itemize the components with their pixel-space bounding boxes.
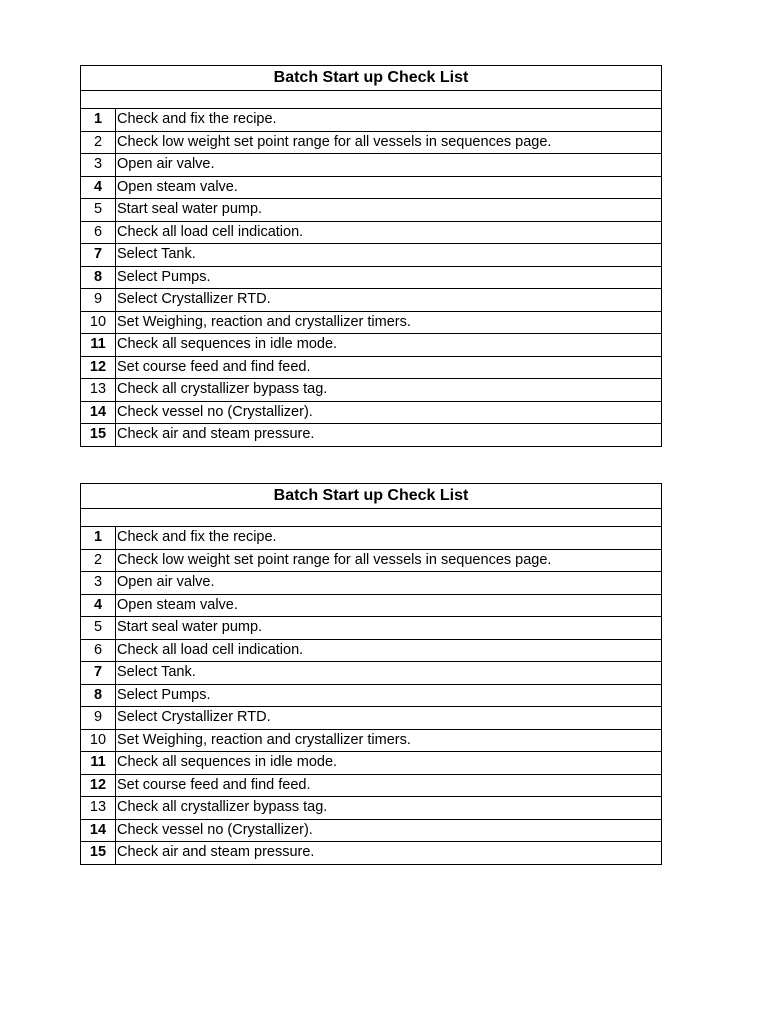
- checklist-body: [81, 484, 662, 865]
- item-number: 1: [81, 109, 116, 132]
- item-task: Check air and steam pressure.: [116, 424, 662, 447]
- checklist-row: [81, 131, 662, 154]
- checklist-title: Batch Start up Check List: [81, 484, 662, 509]
- item-number: 2: [81, 549, 116, 572]
- item-task: Check all load cell indication.: [116, 221, 662, 244]
- item-task: Set Weighing, reaction and crystallizer timers.: [116, 729, 662, 752]
- checklist-row: [81, 774, 662, 797]
- checklist-row: [81, 819, 662, 842]
- item-number: 5: [81, 199, 116, 222]
- item-task: Open steam valve.: [116, 594, 662, 617]
- item-number: 13: [81, 797, 116, 820]
- checklist-row: [81, 752, 662, 775]
- item-number: 1: [81, 527, 116, 550]
- checklist-row: [81, 842, 662, 865]
- checklist-row: [81, 154, 662, 177]
- item-task: Select Pumps.: [116, 266, 662, 289]
- checklist-row: [81, 797, 662, 820]
- checklist-row: [81, 729, 662, 752]
- item-number: 3: [81, 572, 116, 595]
- title-row: [81, 484, 662, 509]
- checklist-row: [81, 684, 662, 707]
- item-task: Select Pumps.: [116, 684, 662, 707]
- item-number: 10: [81, 729, 116, 752]
- item-task: Select Crystallizer RTD.: [116, 707, 662, 730]
- checklist-row: [81, 572, 662, 595]
- item-task: Start seal water pump.: [116, 617, 662, 640]
- item-number: 11: [81, 334, 116, 357]
- item-number: 9: [81, 289, 116, 312]
- item-number: 4: [81, 594, 116, 617]
- checklist-table: [80, 65, 662, 447]
- item-number: 15: [81, 842, 116, 865]
- item-number: 6: [81, 221, 116, 244]
- checklist-row: [81, 594, 662, 617]
- item-number: 8: [81, 266, 116, 289]
- item-task: Check all crystallizer bypass tag.: [116, 379, 662, 402]
- checklist-row: [81, 617, 662, 640]
- item-number: 13: [81, 379, 116, 402]
- checklist-row: [81, 424, 662, 447]
- checklist-row: [81, 379, 662, 402]
- checklist-row: [81, 176, 662, 199]
- item-number: 12: [81, 356, 116, 379]
- checklist-row: [81, 244, 662, 267]
- checklist-row: [81, 289, 662, 312]
- item-number: 11: [81, 752, 116, 775]
- item-task: Select Crystallizer RTD.: [116, 289, 662, 312]
- checklist-row: [81, 401, 662, 424]
- item-number: 2: [81, 131, 116, 154]
- checklist-row: [81, 527, 662, 550]
- checklist-row: [81, 311, 662, 334]
- item-task: Open steam valve.: [116, 176, 662, 199]
- item-number: 15: [81, 424, 116, 447]
- title-row: [81, 66, 662, 91]
- checklist-row: [81, 109, 662, 132]
- checklist-table: [80, 483, 662, 865]
- checklist-row: [81, 549, 662, 572]
- checklist-row: [81, 662, 662, 685]
- item-task: Check all crystallizer bypass tag.: [116, 797, 662, 820]
- item-number: 14: [81, 401, 116, 424]
- item-number: 8: [81, 684, 116, 707]
- checklist-row: [81, 199, 662, 222]
- item-task: Check and fix the recipe.: [116, 527, 662, 550]
- item-number: 10: [81, 311, 116, 334]
- item-number: 12: [81, 774, 116, 797]
- item-task: Check vessel no (Crystallizer).: [116, 819, 662, 842]
- item-task: Check low weight set point range for all vessels in sequences page.: [116, 549, 662, 572]
- item-task: Check and fix the recipe.: [116, 109, 662, 132]
- item-task: Check vessel no (Crystallizer).: [116, 401, 662, 424]
- item-number: 7: [81, 662, 116, 685]
- item-number: 3: [81, 154, 116, 177]
- item-number: 14: [81, 819, 116, 842]
- item-number: 9: [81, 707, 116, 730]
- checklist-body: [81, 66, 662, 447]
- checklist-row: [81, 221, 662, 244]
- item-task: Select Tank.: [116, 244, 662, 267]
- checklist-row: [81, 707, 662, 730]
- item-number: 7: [81, 244, 116, 267]
- item-number: 6: [81, 639, 116, 662]
- item-task: Check all sequences in idle mode.: [116, 752, 662, 775]
- item-number: 5: [81, 617, 116, 640]
- checklist-row: [81, 334, 662, 357]
- blank-cell: [81, 509, 662, 527]
- item-task: Start seal water pump.: [116, 199, 662, 222]
- blank-cell: [81, 91, 662, 109]
- blank-row: [81, 509, 662, 527]
- item-task: Check all sequences in idle mode.: [116, 334, 662, 357]
- checklist-row: [81, 356, 662, 379]
- item-task: Open air valve.: [116, 572, 662, 595]
- item-task: Set course feed and find feed.: [116, 356, 662, 379]
- item-task: Open air valve.: [116, 154, 662, 177]
- item-task: Set course feed and find feed.: [116, 774, 662, 797]
- item-task: Check air and steam pressure.: [116, 842, 662, 865]
- checklist-row: [81, 266, 662, 289]
- item-task: Check low weight set point range for all vessels in sequences page.: [116, 131, 662, 154]
- checklist-title: Batch Start up Check List: [81, 66, 662, 91]
- item-task: Select Tank.: [116, 662, 662, 685]
- item-task: Check all load cell indication.: [116, 639, 662, 662]
- item-task: Set Weighing, reaction and crystallizer timers.: [116, 311, 662, 334]
- item-number: 4: [81, 176, 116, 199]
- blank-row: [81, 91, 662, 109]
- checklist-row: [81, 639, 662, 662]
